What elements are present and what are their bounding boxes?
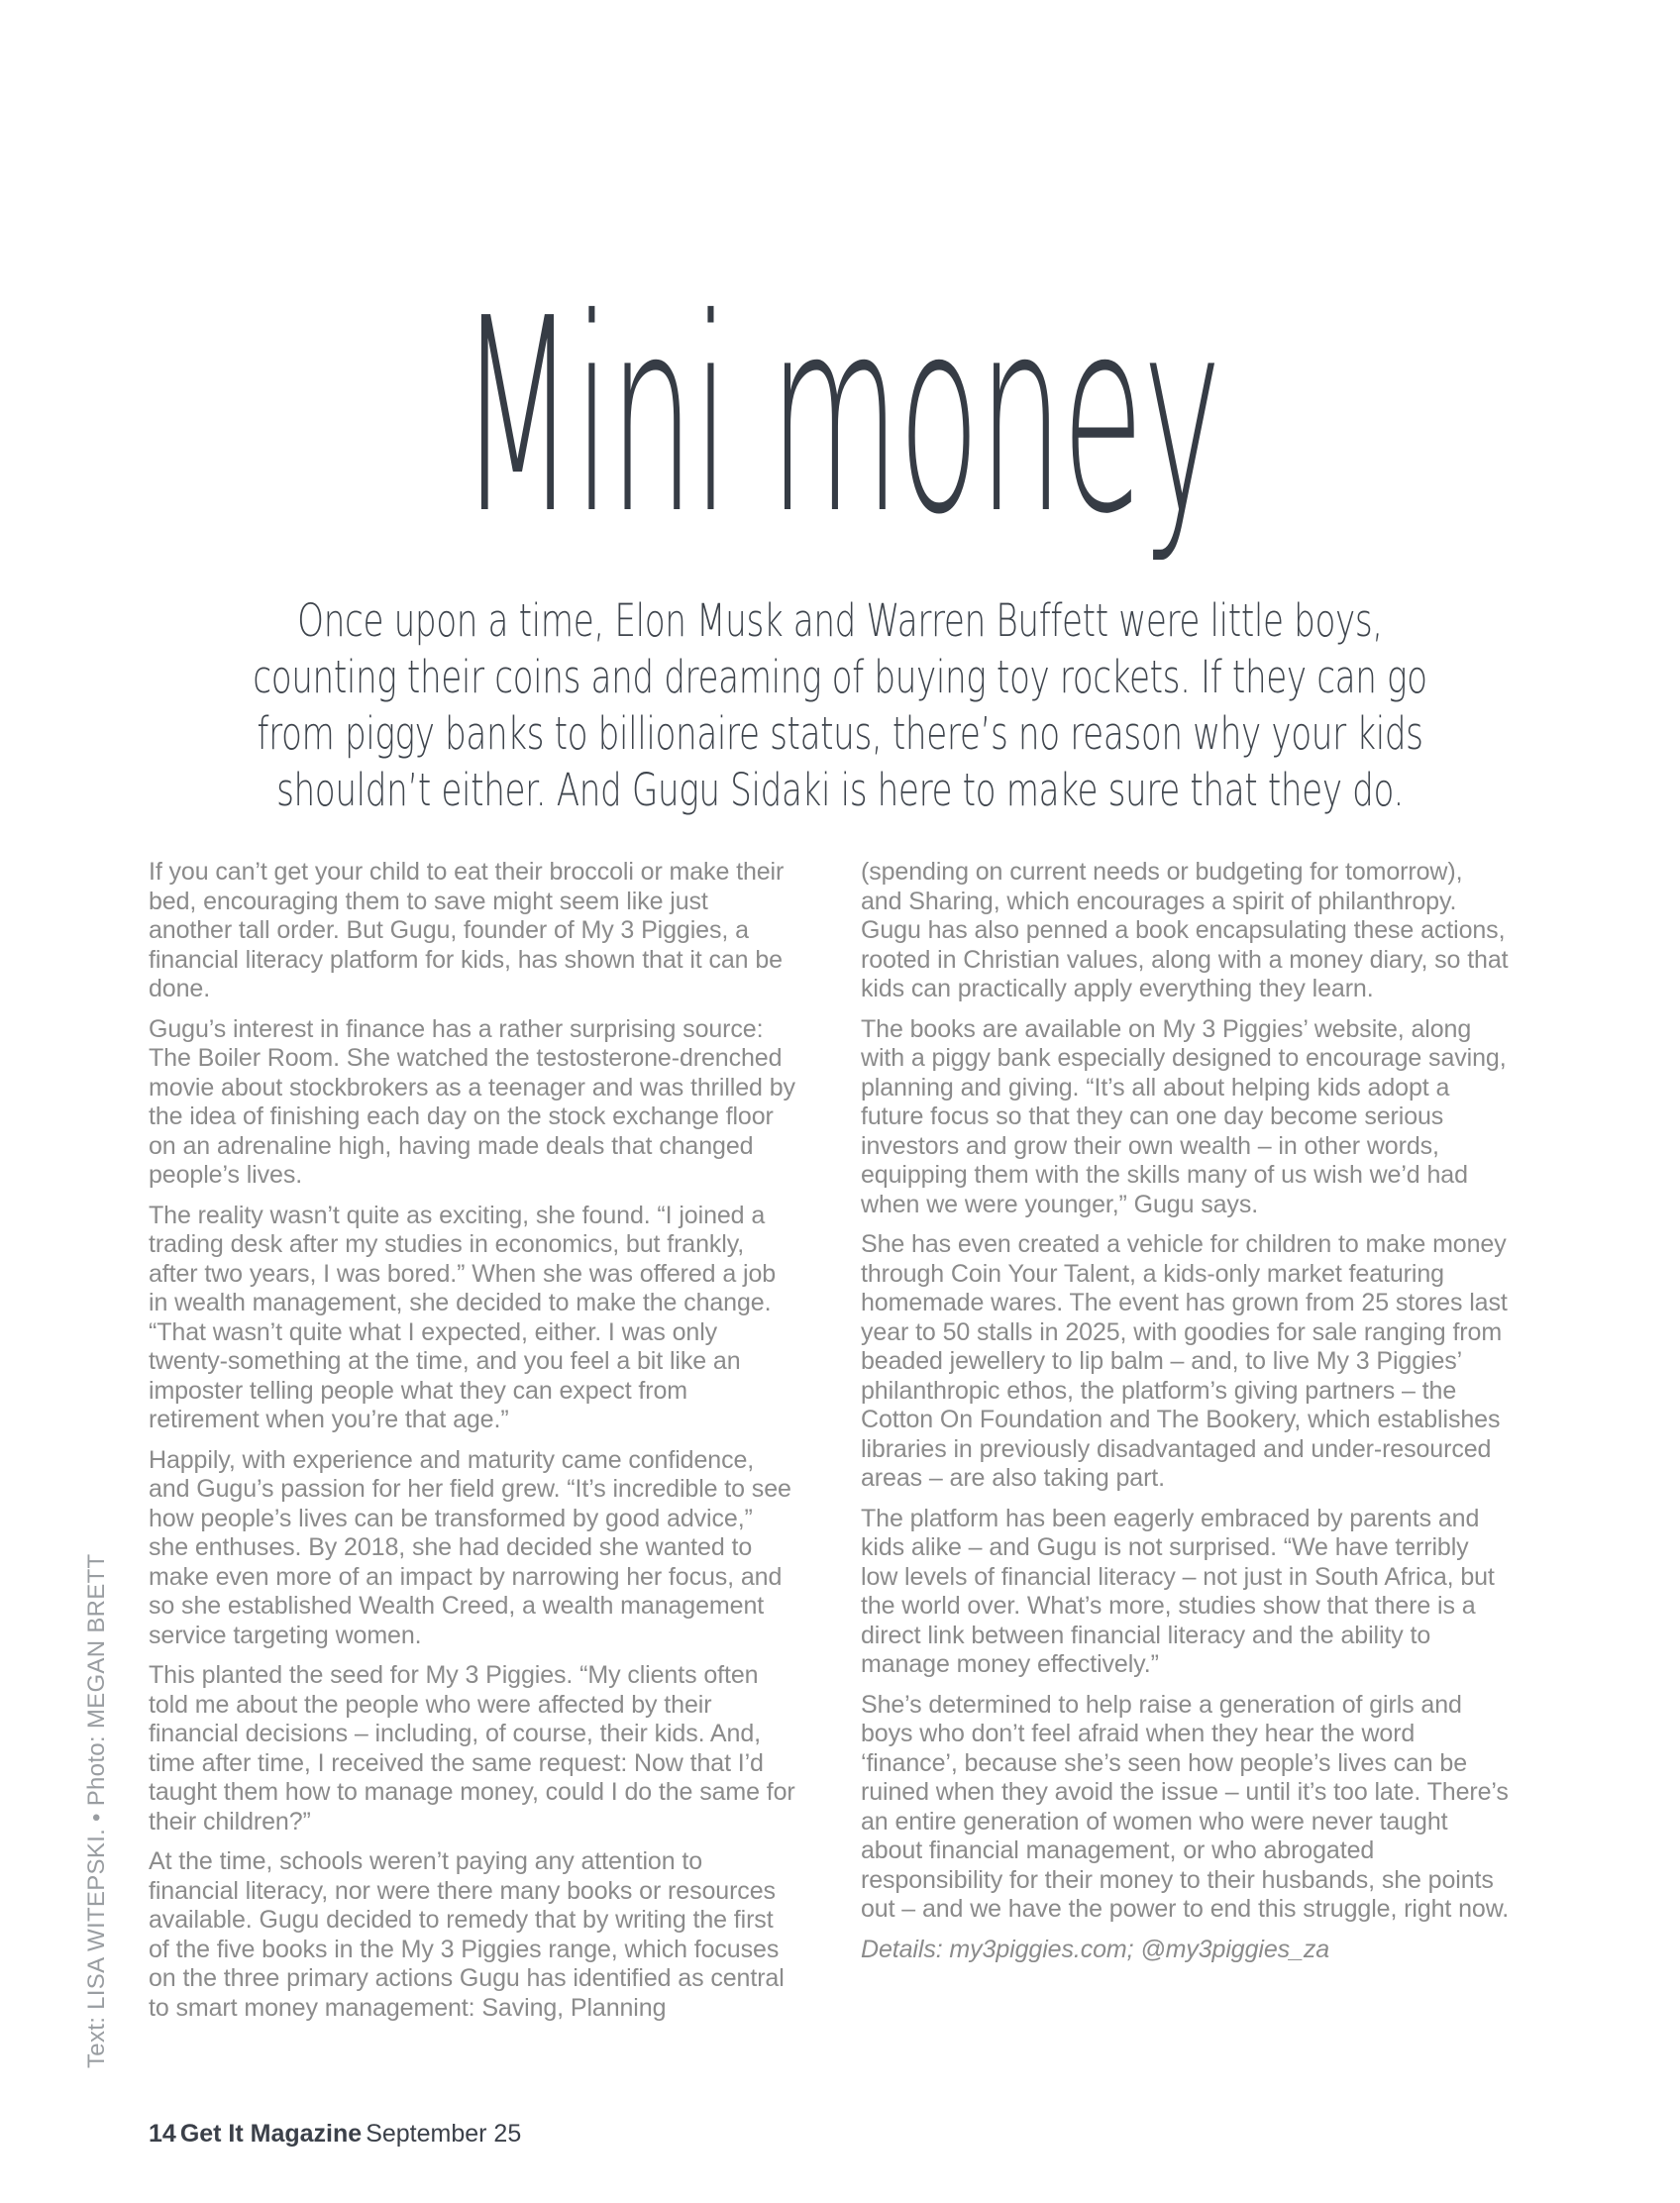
- article-body: [149, 858, 1510, 2034]
- standfirst: [202, 592, 1479, 818]
- byline-credits: Text: LISA WITEPSKI. • Photo: MEGAN BRETT: [83, 1553, 110, 2068]
- paragraph: Happily, with experience and maturity came confidence, and Gugu’s passion for her field grew. “It’s incredible to see how people’s lives can be transformed by good advice,” she enthuses. By 2018, she had decided she wanted to make even more of an impact by narrowing her focus, and so she established Wealth Creed, a wealth management service targeting women.: [149, 1445, 791, 1649]
- standfirst-line: shouldn’t either. And Gugu Sidaki is here to make sure that they do.: [276, 764, 1404, 816]
- paragraph: The books are available on My 3 Piggies’ website, along with a piggy bank especially designed to encourage saving, planning and giving. “It’s all about helping kids adopt a future focus so that they can one day become serious investors and grow their own wealth – in other words, equipping them with the skills many of us wish we’d had when we were younger,” Gugu says.: [861, 1014, 1507, 1218]
- standfirst-line: from piggy banks to billionaire status, there’s no reason why your kids: [257, 707, 1423, 760]
- paragraph: Gugu’s interest in finance has a rather surprising source: The Boiler Room. She watched the testosterone-drenched movie about stockbrokers as a teenager and was thrilled by the idea of finishing each day on the stock exchange floor on an adrenaline high, having made deals that changed people’s lives.: [149, 1014, 795, 1189]
- footer-page-number: 14: [149, 2120, 176, 2148]
- page-footer: [149, 2120, 525, 2149]
- paragraph: She has even created a vehicle for children to make money through Coin Your Talent, a kids-only market featuring homemade wares. The event has grown from 25 stores last year to 50 stalls in 2025, with goodies for sale ranging from beaded jewellery to lip balm – and, to live My 3 Piggies’ philanthropic ethos, the platform’s giving partners – the Cotton On Foundation and The Bookery, which establishes libraries in previously disadvantaged and under-resourced areas – are also taking part.: [861, 1230, 1508, 1492]
- details-line: Details: my3piggies.com; @my3piggies_za: [861, 1935, 1330, 1963]
- footer-issue: September 25: [366, 2120, 522, 2148]
- paragraph: The reality wasn’t quite as exciting, she found. “I joined a trading desk after my studies in economics, but frankly, after two years, I was bored.” When she was offered a job in wealth management, she decided to make the change. “That wasn’t quite what I expected, either. I was only twenty-something at the time, and you feel a bit like an imposter telling people what they can expect from retirement when you’re that age.”: [149, 1201, 777, 1433]
- standfirst-line: counting their coins and dreaming of buying toy rockets. If they can go: [253, 651, 1427, 703]
- footer-magazine-name: Get It Magazine: [179, 2120, 363, 2148]
- paragraph: The platform has been eagerly embraced by parents and kids alike – and Gugu is not surprised. “We have terribly low levels of financial literacy – not just in South Africa, but the world over. What’s more, studies show that there is a direct link between financial literacy and the ability to manage money effectively.”: [861, 1504, 1495, 1678]
- paragraph: This planted the seed for My 3 Piggies. “My clients often told me about the people who were affected by their financial decisions – including, of course, their kids. And, time after time, I received the same request: Now that I’d taught them how to manage money, could I do the same for their children?”: [149, 1661, 795, 1836]
- paragraph: (spending on current needs or budgeting for tomorrow), and Sharing, which encourages a spirit of philanthropy. Gugu has also penned a book encapsulating these actions, rooted in Christian values, along with a money diary, so that kids can practically apply everything they learn.: [861, 858, 1509, 1002]
- paragraph: If you can’t get your child to eat their broccoli or make their bed, encouraging them to save might seem like just another tall order. But Gugu, founder of My 3 Piggies, a financial literacy platform for kids, has shown that it can be done.: [149, 858, 785, 1002]
- paragraph: At the time, schools weren’t paying any attention to financial literacy, nor were there many books or resources available. Gugu decided to remedy that by writing the first of the five books in the My 3 Piggies range, which focuses on the three primary actions Gugu has identified as central to smart money management: Saving, Planning: [149, 1847, 785, 2022]
- left-column: [149, 858, 797, 2034]
- right-column: [861, 858, 1510, 2034]
- standfirst-line: Once upon a time, Elon Musk and Warren Buffett were little boys,: [297, 594, 1383, 647]
- paragraph: She’s determined to help raise a generation of girls and boys who don’t feel afraid when they hear the word ‘finance’, because she’s seen how people’s lives can be ruined when they avoid the issue – until it’s too late. There’s an entire generation of women who were never taught about financial management, or who abrogated responsibility for their money to their husbands, she points out – and we have the power to end this struggle, right now.: [861, 1690, 1510, 1923]
- article-title: Mini money: [460, 261, 1220, 573]
